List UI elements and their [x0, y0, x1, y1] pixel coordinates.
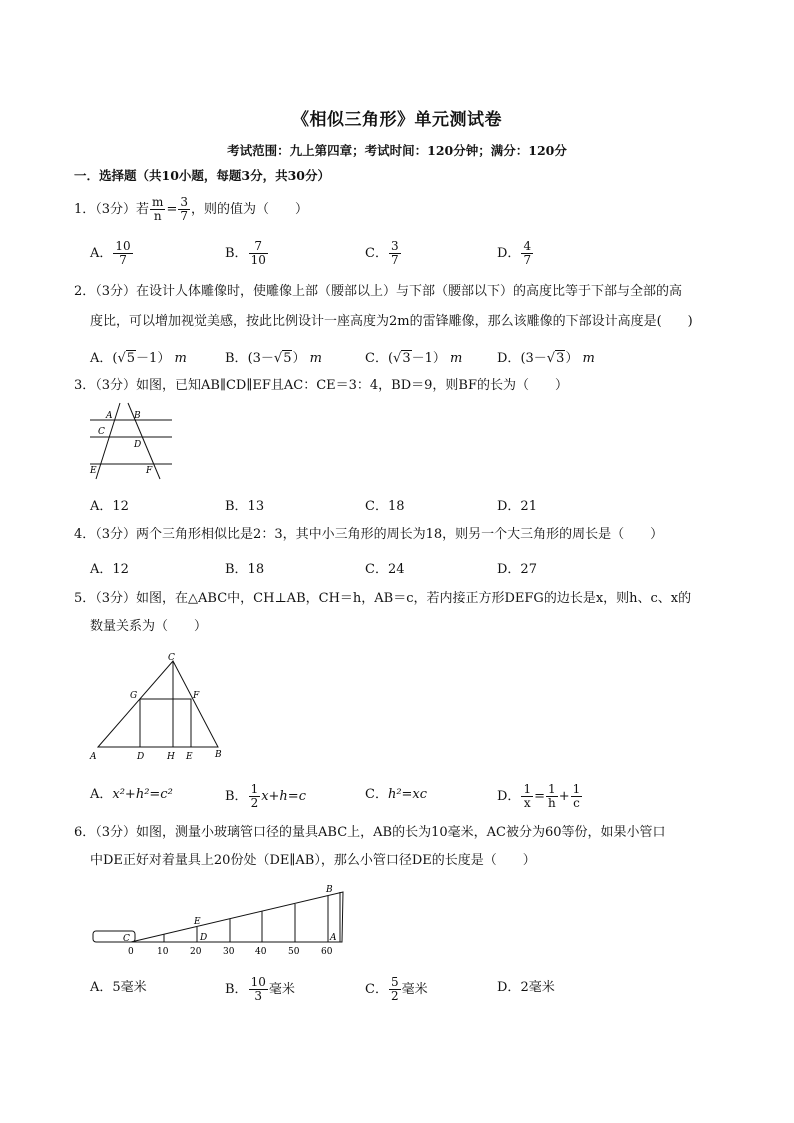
q5-option-b[interactable]: B． $\frac{1}{2}$ x+h=c: [225, 782, 306, 810]
q5-stem-line2: 数量关系为（ ）: [90, 619, 208, 634]
label-b: B: [134, 411, 141, 421]
q4-option-a[interactable]: A．12: [90, 562, 129, 577]
q1-option-c[interactable]: C． $\frac{3}{7}$: [365, 239, 399, 267]
question-6: [74, 824, 724, 878]
q4-option-c[interactable]: C．24: [365, 562, 405, 577]
label-b: B: [215, 750, 222, 760]
q5-option-a[interactable]: A．x²+h²=c²: [90, 787, 173, 802]
label-c: C: [123, 934, 130, 944]
label-d: D: [137, 752, 145, 762]
q6-option-b[interactable]: B． $\frac{10}{3}$ 毫米: [225, 975, 295, 1003]
label-f: F: [146, 466, 153, 476]
q3-option-b[interactable]: B．13: [225, 499, 265, 514]
q6-figure-measuring-tool: [90, 884, 360, 962]
tick-40: 40: [255, 947, 267, 957]
q2-option-a[interactable]: A．(√5－1） m: [90, 351, 187, 366]
q2-option-d[interactable]: D．(3－√3） m: [497, 351, 595, 366]
q1-stem: 1．（3分）若: [74, 202, 150, 217]
exam-info: 考试范围：九上第四章；考试时间：120分钟；满分：120分: [227, 143, 567, 158]
q3-option-d[interactable]: D．21: [497, 499, 537, 514]
q5-option-c[interactable]: C．h²=xc: [365, 787, 428, 802]
q1-value-fraction: $\frac{3}{7}$: [180, 195, 188, 223]
label-d: D: [200, 933, 208, 943]
label-a: A: [90, 752, 97, 762]
transversal-bdf: [128, 403, 160, 479]
label-a: A: [106, 411, 113, 421]
tick-60: 60: [321, 947, 333, 957]
label-d: D: [134, 440, 142, 450]
square-defg: [140, 699, 191, 747]
q6-option-c[interactable]: C． $\frac{5}{2}$ 毫米: [365, 975, 428, 1003]
tick-50: 50: [288, 947, 300, 957]
q3-option-c[interactable]: C．18: [365, 499, 405, 514]
q5-option-d[interactable]: D． $\frac{1}{x}$ = $\frac{1}{h}$ + $\frac{1}{c}$: [497, 782, 581, 810]
label-e: E: [186, 752, 193, 762]
label-e: E: [90, 466, 97, 476]
section-heading: 一．选择题（共10小题，每题3分，共30分）: [74, 168, 330, 183]
q3-figure-parallel-lines: [88, 401, 184, 481]
tick-0: 0: [128, 947, 134, 957]
q1-tail: ，则的值为（ ）: [190, 202, 308, 217]
q1-option-b[interactable]: B． $\frac{7}{10}$: [225, 239, 266, 267]
label-c: C: [98, 427, 105, 437]
q2-option-b[interactable]: B．(3－√5） m: [225, 351, 322, 366]
q5-stem-line1: 5．（3分）如图，在△ABC中，CH⊥AB，CH＝h，AB＝c，若内接正方形DEFG的边长是x，则h、c、x的: [74, 591, 692, 606]
q3-option-a[interactable]: A．12: [90, 499, 129, 514]
q1-option-a[interactable]: A． $\frac{10}{7}$: [90, 239, 131, 267]
q4-option-b[interactable]: B．18: [225, 562, 265, 577]
q6-stem-line1: 6．（3分）如图，测量小玻璃管口径的量具ABC上，AB的长为10毫米，AC被分为60等份，如果小管口: [74, 825, 666, 840]
label-g: G: [130, 691, 138, 701]
q6-stem-line2: 中DE正好对着量具上20份处（DE∥AB），那么小管口径DE的长度是（ ）: [90, 853, 536, 868]
q2-stem-line2: 度比，可以增加视觉美感，按此比例设计一座高度为2m的雷锋雕像，那么该雕像的下部设计高度是( ): [90, 314, 693, 329]
page-title: 《相似三角形》单元测试卷: [292, 110, 502, 130]
tick-20: 20: [190, 947, 202, 957]
q1-ratio-fraction: $\frac{m}{n}$: [152, 195, 164, 223]
question-2: [74, 283, 724, 339]
q4-option-d[interactable]: D．27: [497, 562, 537, 577]
label-c: C: [168, 653, 175, 663]
tick-30: 30: [223, 947, 235, 957]
q1-option-d[interactable]: D． $\frac{4}{7}$: [497, 239, 532, 267]
label-f: F: [193, 691, 200, 701]
question-3: 3．（3分）如图，已知AB∥CD∥EF且AC：CE＝3：4，BD＝9，则BF的长为（ ）: [74, 378, 569, 393]
question-1: 1．（3分）若 $\frac{m}{n}$ = $\frac{3}{7}$ ，则的值为（ ）: [74, 195, 308, 223]
q5-figure-triangle-square: [88, 651, 228, 765]
q2-option-c[interactable]: C．(√3－1） m: [365, 351, 463, 366]
q6-option-d[interactable]: D．2毫米: [497, 980, 555, 995]
triangle-abc: [98, 661, 218, 747]
q6-option-a[interactable]: A．5毫米: [90, 980, 147, 995]
tick-10: 10: [157, 947, 169, 957]
question-4: 4．（3分）两个三角形相似比是2：3，其中小三角形的周长为18，则另一个大三角形的周长是（ ）: [74, 527, 664, 542]
tool-abc: [131, 892, 343, 942]
q2-stem-line1: 2．（3分）在设计人体雕像时，使雕像上部（腰部以上）与下部（腰部以下）的高度比等于下部与全部的高: [74, 284, 683, 299]
label-e: E: [194, 917, 201, 927]
question-5: [74, 590, 724, 644]
label-b: B: [326, 885, 333, 895]
label-a: A: [330, 933, 337, 943]
label-h: H: [167, 752, 175, 762]
